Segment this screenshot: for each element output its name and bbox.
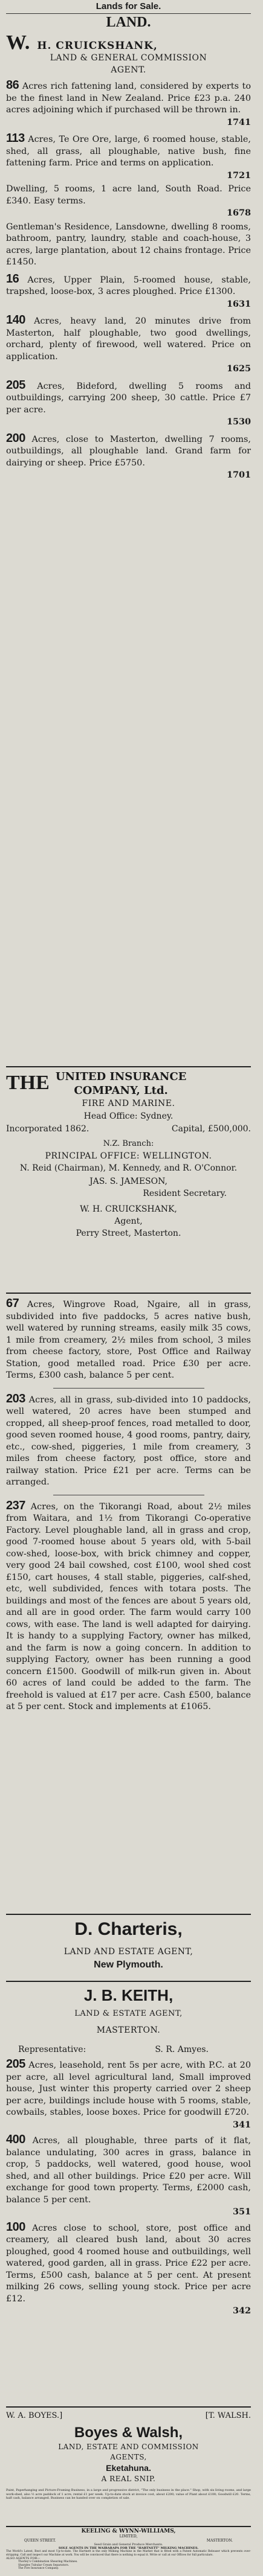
keeling-ad bbox=[6, 2528, 251, 2576]
listing bbox=[6, 222, 251, 269]
listing-ref: 351 bbox=[232, 2207, 251, 2217]
listing-text: Acres, Bideford, dwelling 5 rooms and outbuildings, carrying 200 sheep, 30 cattle. Price £7 per acre. bbox=[6, 381, 251, 415]
listing-ref: 1701 bbox=[226, 470, 251, 480]
divider bbox=[6, 1293, 251, 1294]
listing-text: Acres close to school, store, post office and creamery, all cleared bush land, about 30 acres ploughed, good 4 roomed house and outbuildings, well watered, good garden, all in grass. Price £22 per acre. Terms, £500 cash, balance at 5 per cent. At present milking 26 cows, selling young stock. Price per acre £12. bbox=[6, 2223, 251, 2304]
capital: Capital, £500,000. bbox=[171, 1124, 251, 1134]
boyes-text: Paint, Paperhanging and Picture-Framing Business, in a large and progressive district, "The only business in the place." Shop, with six living rooms, and large work-shed, also ½ acre paddock of 1 acre, rental £1 per week. Up-to-date stock at invoice cost, about £200; value of Plant about £100; Goodwill £20. Terms, half cash, balance arranged. Business can be handed over on completion of sale. bbox=[6, 2488, 251, 2500]
farm-listing bbox=[6, 1393, 251, 1489]
listing-figure: 205 bbox=[6, 2057, 25, 2071]
agent-nameline bbox=[6, 31, 251, 52]
listing bbox=[6, 184, 251, 219]
boyes-ad bbox=[6, 2424, 251, 2485]
listing-figure: 140 bbox=[6, 313, 25, 327]
charteris-ad bbox=[6, 1917, 251, 1978]
listing-text: Dwelling, 5 rooms, 1 acre land, South Road. Price £340. Easy terms. bbox=[6, 184, 251, 206]
keith-name: J. B. KEITH, bbox=[83, 1986, 174, 2004]
listing-figure: 205 bbox=[6, 378, 25, 392]
insurance-name bbox=[56, 1070, 187, 1098]
insurance-heading bbox=[6, 1070, 251, 1098]
company-name: UNITED INSURANCE bbox=[55, 1070, 187, 1083]
keith-listing bbox=[6, 2222, 251, 2317]
agent-name: H. CRUICKSHANK, bbox=[37, 40, 158, 52]
agent-title: Agent, bbox=[114, 1216, 143, 1226]
farm-figure: 203 bbox=[6, 1392, 25, 1405]
farm-listings bbox=[6, 1298, 251, 1911]
keeling-agent-3: The Fire Insurance Company. bbox=[18, 2567, 59, 2570]
keeling-text: The World's Latest, Best and most Up-to-date. The Hartnett is the only Milking Machine in the Market that is fitted with a Patent Automatic Releaser which prevents over-stripping. Call and inspect our Machine at work. You will be convinced that there is nothing to equal it. Write or call at our Offices for full particulars. bbox=[6, 2550, 251, 2557]
listing bbox=[6, 433, 251, 481]
listing-ref: 1721 bbox=[226, 170, 251, 181]
insurance-ad bbox=[6, 1070, 251, 1289]
keeling-trade: Seed Grain and General Produce Merchants. bbox=[94, 2543, 163, 2546]
listing-figure: 113 bbox=[6, 132, 25, 145]
keeling-limited: LIMITED, bbox=[119, 2534, 138, 2539]
farm-listing bbox=[6, 1298, 251, 1382]
listing-figure: 100 bbox=[6, 2220, 25, 2234]
incorporated: Incorporated 1862. bbox=[6, 1124, 89, 1134]
boyes-headline: A REAL SNIP. bbox=[101, 2475, 156, 2483]
column-header: Lands for Sale. bbox=[6, 0, 251, 14]
directors: N. Reid (Chairman), M. Kennedy, and R. O'Connor. bbox=[19, 1163, 238, 1173]
keeling-also: ALSO AGENTS FOR— bbox=[6, 2557, 41, 2560]
agent-address: Perry Street, Masterton. bbox=[76, 1229, 181, 1238]
principal-office: PRINCIPAL OFFICE: WELLINGTON. bbox=[45, 1151, 212, 1161]
keith-title: LAND & ESTATE AGENT, bbox=[74, 2009, 183, 2018]
divider bbox=[53, 1388, 204, 1389]
nz-branch: N.Z. Branch: bbox=[103, 1139, 154, 1148]
listing bbox=[6, 133, 251, 181]
listing-text: Acres, Upper Plain, 5-roomed house, stable, trapshed, loose-box, 3 acres ploughed. Price £1300. bbox=[6, 275, 251, 296]
charteris-title: LAND AND ESTATE AGENT, bbox=[63, 1947, 193, 1957]
divider bbox=[6, 1914, 251, 1915]
keeling-agency: SOLE AGENTS IN THE WAIRARAPA FOR THE "HARTNETT" MILKING MACHINES. bbox=[58, 2546, 199, 2550]
keith-town: MASTERTON. bbox=[96, 2025, 161, 2035]
charteris-name: D. Charteris, bbox=[74, 1919, 183, 1939]
head-office: Head Office: Sydney. bbox=[83, 1111, 174, 1121]
listing-ref: 1678 bbox=[226, 208, 251, 218]
keeling-street: QUEEN STREET. bbox=[24, 2539, 56, 2543]
listing-ref: 1530 bbox=[226, 417, 251, 427]
insurance-type: FIRE AND MARINE. bbox=[82, 1099, 175, 1108]
agent-title: LAND & GENERAL COMMISSION bbox=[50, 53, 207, 63]
agent-title-2: AGENT. bbox=[111, 65, 146, 75]
listing-text: Acres, close to Masterton, dwelling 7 rooms, outbuildings, all ploughable land. Grand farm for dairying or sheep. Price £5750. bbox=[6, 434, 251, 468]
partner-right: [T. WALSH. bbox=[205, 2411, 251, 2420]
boyes-town: Eketahuna. bbox=[106, 2463, 151, 2473]
keeling-name: KEELING & WYNN-WILLIAMS, bbox=[81, 2528, 176, 2534]
farm-text: Acres, on the Tikorangi Road, about 2½ miles from Waitara, and 1½ from Tikorangi Co-operative Factory. Level ploughable land, all in grass and crop, good 7-roomed house about 5 years old, with 5-bail cow-shed, loose-box, with brick chimney and copper, very good 24 bail cowshed, cost £100, wool shed cost £150, cart houses, 4 stall stable, piggeries, calf-shed, etc, well subdivided, fences with totara posts. The buildings and most of the fences are about 5 years old, and all are in good order. The farm would carry 100 cows, with ease. The land is well adapted for dairying. It is handy to a supplying Factory, owner has milked, and the farm is now a going concern. In addition to supplying Factory, owner has been running a good concern £1500. Goodwill of milk-run given in. About 60 acres of land could be added to the farm. The freehold is valued at £17 per acre. Cash £500, balance at 5 per cent. Stock and implements at £1065. bbox=[6, 1501, 251, 1711]
keeling-town: MASTERTON. bbox=[206, 2539, 233, 2543]
divider bbox=[6, 2526, 251, 2527]
listing bbox=[6, 80, 251, 128]
farm-text: Acres, Wingrove Road, Ngaire, all in grass, subdivided into five paddocks, 5 acres native bush, well watered by running streams, easily milk 35 cows, 1 mile from creamery, 2½ miles from school, 3 miles from cheese factory, store, Post Office and Railway Station, good metalled road. Price £30 per acre. Terms, £300 cash, balance 5 per cent. bbox=[6, 1300, 251, 1380]
keeling-agent-1: Thorley's Combination Shearing Machines. bbox=[18, 2560, 78, 2563]
listing bbox=[6, 315, 251, 375]
incorporated-line bbox=[6, 1123, 251, 1136]
partners-line bbox=[6, 2410, 251, 2422]
keith-listing bbox=[6, 2059, 251, 2130]
listing-ref: 1631 bbox=[226, 298, 251, 309]
charteris-town: New Plymouth. bbox=[94, 1960, 163, 1970]
farm-listing bbox=[6, 1500, 251, 1713]
rep-name: S. R. Amyes. bbox=[155, 2045, 209, 2054]
keith-listing bbox=[6, 2134, 251, 2218]
divider bbox=[6, 2406, 251, 2408]
listing-text: Acres, all ploughable, three parts of it flat, balance undulating, 300 acres in grass, balance in crop, 5 paddocks, well watered, good house, wool shed, and all other buildings. Price £20 per acre. Will exchange for good town property. Terms, £2000 cash, balance 5 per cent. bbox=[6, 2136, 251, 2205]
listing-ref: 341 bbox=[232, 2119, 251, 2130]
company-name-2: COMPANY, Ltd. bbox=[74, 1084, 168, 1097]
boyes-body bbox=[6, 2488, 251, 2523]
keeling-address bbox=[6, 2539, 251, 2543]
listing-text: Acres, Te Ore Ore, large, 6 roomed house, stable, shed, all grass, all ploughable, native bush, fine fattening farm. Price and terms on application. bbox=[6, 135, 251, 168]
listing-text: Acres, leasehold, rent 5s per acre, with P.C. at 20 per acre, all level agricultural land, Small improved house, Just winter this property carried over 2 sheep per acre, buildings include house with 5 rooms, stable, cowbails, stables, loose boxes. Price for goodwill £720. bbox=[6, 2060, 251, 2117]
agent-initial: W. bbox=[6, 31, 30, 54]
listing-ref: 1625 bbox=[226, 363, 251, 374]
advertisement-column bbox=[6, 0, 251, 2576]
secretary-name: JAS. S. JAMESON, bbox=[89, 1177, 167, 1186]
listing-text: Gentleman's Residence, Lansdowne, dwelling 8 rooms, bathroom, pantry, laundry, stable and coach-house, 3 acres, large plantation, about 12 chains frontage. Price £1450. bbox=[6, 222, 251, 267]
boyes-name: Boyes & Walsh, bbox=[74, 2424, 183, 2441]
farm-figure: 237 bbox=[6, 1498, 25, 1512]
listing bbox=[6, 273, 251, 310]
listing-figure: 16 bbox=[6, 272, 19, 286]
divider bbox=[6, 1066, 251, 1067]
listing-figure: 86 bbox=[6, 78, 19, 92]
listing-figure: 200 bbox=[6, 431, 25, 445]
farm-text: Acres, all in grass, sub-divided into 10 paddocks, well watered, 20 acres have been stumped and cropped, all sheep-proof fences, road metalled to door, good seven roomed house, 4 good rooms, pantry, dairy, etc., cow-shed, piggeries, 1 mile from creamery, 3 miles from cheese factory, post office, store and railway station. Price £21 per acre. Terms can be arranged. bbox=[6, 1395, 251, 1487]
cruickshank-ad bbox=[6, 13, 251, 1061]
divider bbox=[6, 1981, 251, 1982]
listing-figure: 400 bbox=[6, 2133, 25, 2146]
keith-ad bbox=[6, 1985, 251, 2403]
listing-text: Acres, heavy land, 20 minutes drive from Masterton, half ploughable, two good dwellings, orchard, plenty of firewood, well watered. Price on application. bbox=[6, 316, 251, 362]
listing-text: Acres rich fattening land, considered by experts to be the finest land in New Zealand. Price £23 p.a. 240 acres adjoining which if purchased will be thrown in. bbox=[6, 81, 251, 115]
boyes-title-2: AGENTS, bbox=[110, 2453, 147, 2461]
insurance-the: THE bbox=[6, 1072, 50, 1094]
partner-left: W. A. BOYES.] bbox=[6, 2411, 63, 2420]
listing bbox=[6, 380, 251, 428]
keeling-agent-2: Sharples Tubular Cream Separators. bbox=[18, 2563, 70, 2567]
rep-label: Representative: bbox=[18, 2045, 86, 2054]
farm-figure: 67 bbox=[6, 1298, 19, 1310]
listing-ref: 342 bbox=[232, 2306, 251, 2316]
agent-name: W. H. CRUICKSHANK, bbox=[80, 1204, 177, 1214]
land-heading: LAND. bbox=[106, 14, 151, 30]
keith-rep bbox=[6, 2043, 251, 2056]
secretary-title: Resident Secretary. bbox=[143, 1189, 227, 1198]
boyes-title: LAND, ESTATE AND COMMISSION bbox=[58, 2443, 199, 2451]
listing-ref: 1741 bbox=[226, 117, 251, 127]
